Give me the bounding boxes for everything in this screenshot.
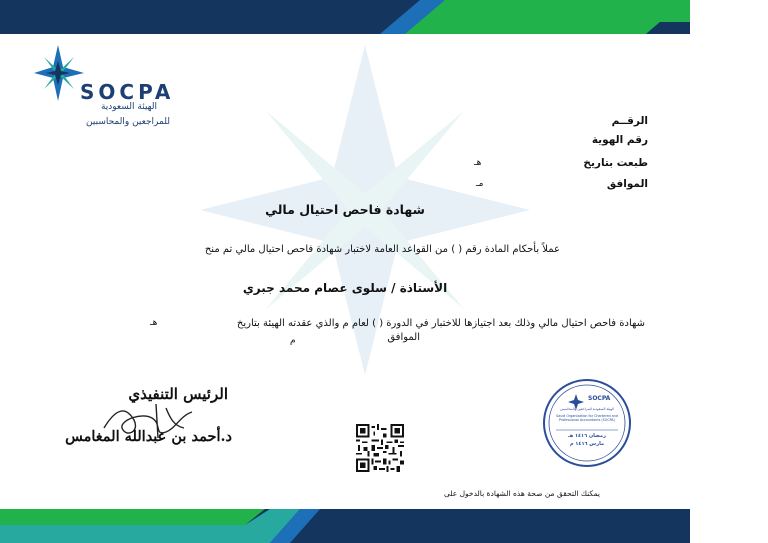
details-corresponding: الموافق [387,332,420,343]
bottom-decorative-band [0,509,690,543]
issued-date-label: طبعت بتاريخ [583,157,648,169]
stamp-hijri-date: رمضان ١٤١٦ هـ [568,433,606,439]
stamp-gregorian-date: مارس ١٤١٦ م [569,441,605,447]
stamp-arabic-name: الهيئة السعودية للمراجعين والمحاسبين [560,407,614,411]
corresponding-date-unit: مـ [476,179,484,189]
issued-date-unit: هـ [474,158,482,168]
stamp-wordmark: SOCPA [588,395,611,402]
corresponding-date-label: الموافق [606,178,648,190]
id-label: رقم الهوية [591,134,648,146]
qr-code[interactable] [356,424,404,472]
logo-arabic-line1: الهيئة السعودية [100,102,158,112]
signature-title: الرئيس التنفيذي [128,385,228,403]
certificate-title: شهادة فاحص احتيال مالي [265,202,425,217]
logo-arabic-line2: للمراجعين والمحاسبين [86,117,170,127]
logo-wordmark: SOCPA [80,80,175,104]
verification-note: يمكنك التحقق من صحة هذه الشهادة بالدخول على [444,489,600,498]
page-margin [690,0,768,543]
certificate-statement: عملاً بأحكام المادة رقم ( ) من القواعد العامة لاختبار شهادة فاحص احتيال مالي تم منح [204,244,560,255]
recipient-name: الأستاذة / سلوى عصام محمد جبري [242,281,448,295]
official-stamp [542,378,632,468]
top-decorative-band [0,0,690,34]
details-hijri-unit: هـ [150,318,158,328]
stamp-english-name: Saudi Organization for Chartered and Professional Accountants (SOCPA) [556,414,618,422]
details-gregorian-unit: م [290,336,296,346]
signatory-name: د.أحمد بن عبدالله المغامس [65,428,232,445]
certificate-details: شهادة فاحص احتيال مالي وذلك بعد اجتيازها للاختبار في الدورة ( ) لعام م والذي عقدته الهيئة بتاريخ [236,318,645,329]
number-label: الرقــم [611,115,648,127]
